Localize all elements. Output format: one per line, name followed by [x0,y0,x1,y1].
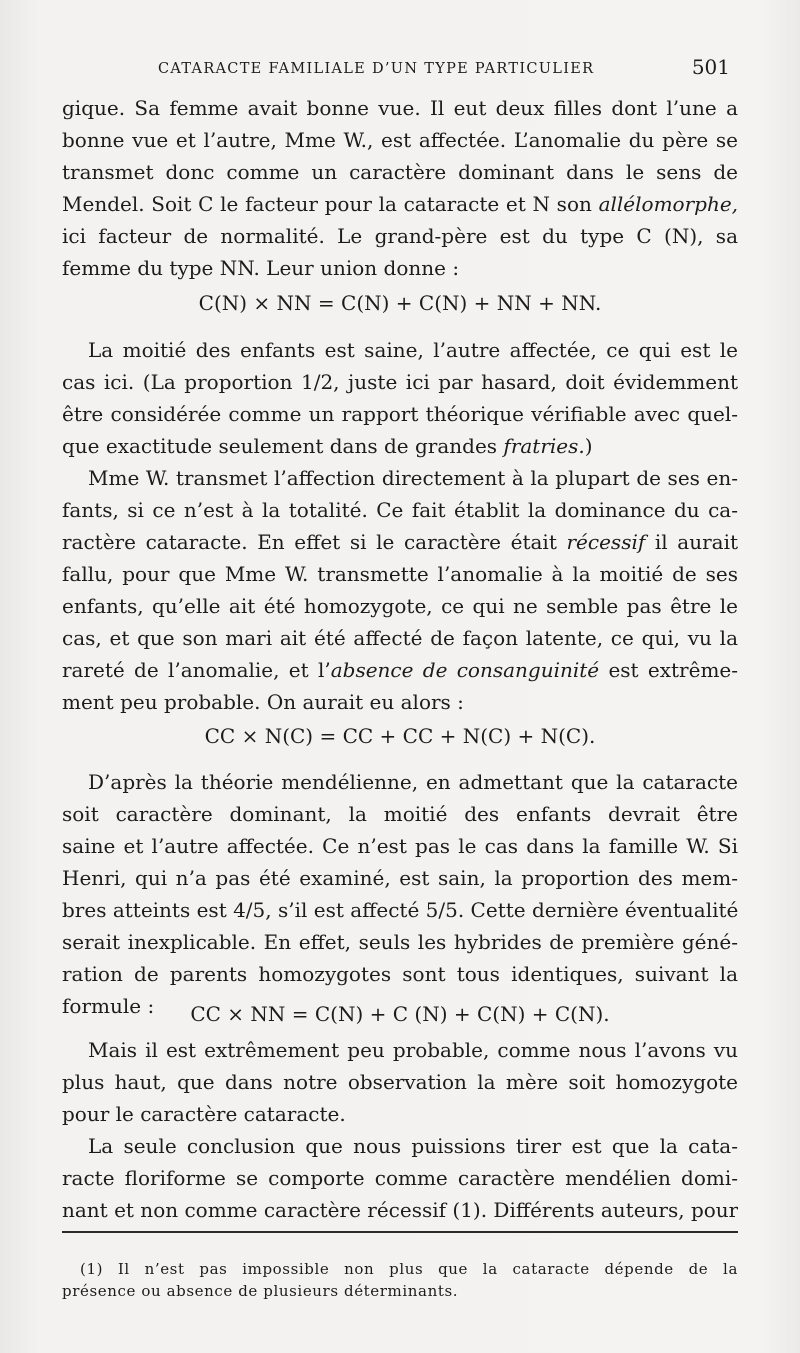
text-line: fants, si ce n’est à la totalité. Ce fait établit la dominance du ca- [62,498,738,522]
text-line [62,188,738,220]
text-line: plus haut, que dans notre observation la mère soit homozygote [62,1070,738,1094]
text-line: bonne vue et l’autre, Mme W., est affectée. L’anomalie du père se [62,128,738,152]
text-line: saine et l’autre affectée. Ce n’est pas le cas dans la famille W. Si [62,834,738,858]
text-line: soit caractère dominant, la moitié des enfants devrait être [62,802,738,826]
text-line: transmet donc comme un caractère dominant dans le sens de [62,160,738,184]
text-line: D’après la théorie mendélienne, en admettant que la cataracte [88,770,738,794]
text-segment: rareté de l’anomalie, et l’ [62,658,331,682]
text-segment: Mendel. Soit C le facteur pour la cataracte et N son [62,192,592,216]
text-line: enfants, qu’elle ait été homozygote, ce qui ne semble pas être le [62,594,738,618]
running-title: CATARACTE FAMILIALE D’UN TYPE PARTICULIER [158,61,595,77]
text-line: racte floriforme se comporte comme caractère mendélien domi- [62,1166,738,1190]
italic-term: absence de consanguinité [330,658,600,682]
text-line [62,526,738,558]
footnote-line: (1) Il n’est pas impossible non plus que la cataracte dépende de la [80,1260,738,1278]
text-line: nant et non comme caractère récessif (1). Différents auteurs, pour [62,1198,738,1222]
text-line: être considérée comme un rapport théorique vérifiable avec quel- [62,402,738,426]
text-segment: ) [584,434,593,458]
text-line: La moitié des enfants est saine, l’autre affectée, ce qui est le [88,338,738,362]
text-line: bres atteints est 4/5, s’il est affecté 5/5. Cette dernière éventualité [62,898,738,922]
text-line: ration de parents homozygotes sont tous identiques, suivant la [62,962,738,986]
italic-term: fratries. [503,434,585,458]
text-segment: ractère cataracte. En effet si le caractère était [62,530,557,554]
text-line: La seule conclusion que nous puissions tirer est que la cata- [88,1134,738,1158]
text-line [62,430,738,462]
text-line: formule : [62,994,155,1018]
running-head [158,55,738,85]
text-segment: il aurait [654,530,738,554]
italic-term: récessif [566,530,646,554]
text-segment: est extrême- [608,658,738,682]
text-line: gique. Sa femme avait bonne vue. Il eut deux filles dont l’une a [62,96,738,120]
text-line: ment peu probable. On aurait eu alors : [62,690,464,714]
page-number: 501 [691,55,730,79]
text-line: ici facteur de normalité. Le grand-père est du type C (N), sa [62,224,738,248]
text-segment: que exactitude seulement dans de grandes [62,434,498,458]
text-line: pour le caractère cataracte. [62,1102,346,1126]
formula: CC × NN = C(N) + C (N) + C(N) + C(N). [190,1002,610,1026]
footnote-rule [62,1231,738,1233]
text-line [62,654,738,686]
footnote-line: présence ou absence de plusieurs déterminants. [62,1282,459,1300]
formula: C(N) × NN = C(N) + C(N) + NN + NN. [198,291,602,315]
text-line: serait inexplicable. En effet, seuls les hybrides de première géné- [62,930,738,954]
text-line: fallu, pour que Mme W. transmette l’anomalie à la moitié de ses [62,562,738,586]
formula: CC × N(C) = CC + CC + N(C) + N(C). [204,724,596,748]
text-line: Henri, qui n’a pas été examiné, est sain, la proportion des mem- [62,866,738,890]
text-line: Mme W. transmet l’affection directement à la plupart de ses en- [88,466,738,490]
text-line: cas, et que son mari ait été affecté de façon latente, ce qui, vu la [62,626,738,650]
text-line: Mais il est extrêmement peu probable, comme nous l’avons vu [88,1038,738,1062]
italic-term: allélomorphe, [598,192,738,216]
text-line: cas ici. (La proportion 1/2, juste ici par hasard, doit évidemment [62,370,738,394]
text-line: femme du type NN. Leur union donne : [62,256,460,280]
